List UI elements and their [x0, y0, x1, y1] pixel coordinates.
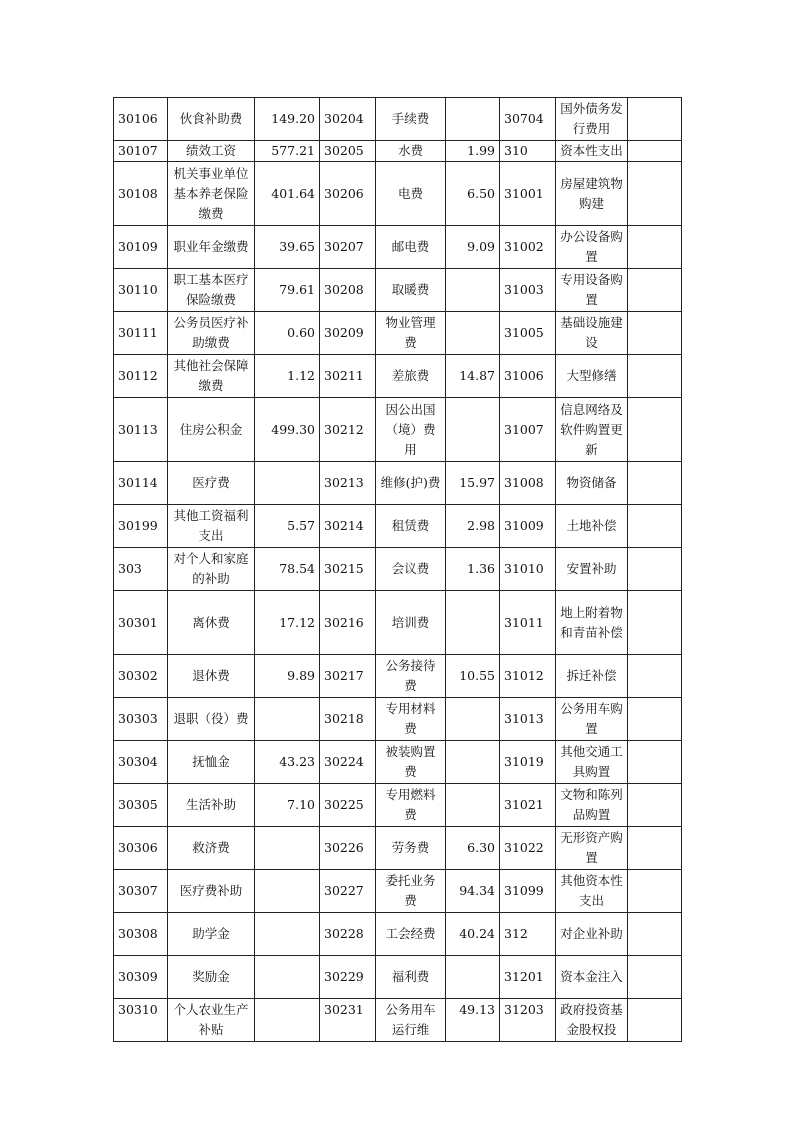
item-code-cell: 30704: [500, 98, 556, 141]
item-name-cell: 差旅费: [376, 355, 446, 398]
item-name-cell: 对个人和家庭的补助: [168, 548, 255, 591]
table-row: [114, 870, 682, 913]
item-amount-cell: 6.30: [446, 827, 500, 870]
item-amount-cell: 17.12: [255, 591, 320, 655]
item-amount-cell: 15.97: [446, 462, 500, 505]
item-code-cell: 31099: [500, 870, 556, 913]
item-code-cell: 30215: [320, 548, 376, 591]
table-row: [114, 141, 682, 162]
item-code-cell: 31021: [500, 784, 556, 827]
item-amount-cell: [446, 398, 500, 462]
item-code-cell: 30228: [320, 913, 376, 956]
expenditure-table: [113, 97, 682, 1042]
item-name-cell: 租赁费: [376, 505, 446, 548]
item-code-cell: 31013: [500, 698, 556, 741]
item-amount-cell: [628, 98, 682, 141]
item-code-cell: 30107: [114, 141, 168, 162]
item-name-cell: 抚恤金: [168, 741, 255, 784]
item-code-cell: 30218: [320, 698, 376, 741]
item-amount-cell: [446, 784, 500, 827]
item-amount-cell: [628, 355, 682, 398]
table-row: [114, 698, 682, 741]
item-name-cell: 离休费: [168, 591, 255, 655]
item-code-cell: 30209: [320, 312, 376, 355]
item-name-cell: 大型修缮: [556, 355, 628, 398]
item-amount-cell: [255, 462, 320, 505]
item-name-cell: 文物和陈列品购置: [556, 784, 628, 827]
item-amount-cell: [255, 956, 320, 999]
item-amount-cell: 401.64: [255, 162, 320, 226]
item-code-cell: 30227: [320, 870, 376, 913]
item-amount-cell: [255, 999, 320, 1042]
item-amount-cell: 78.54: [255, 548, 320, 591]
item-code-cell: 31203: [500, 999, 556, 1042]
item-code-cell: 30229: [320, 956, 376, 999]
table-row: [114, 162, 682, 226]
item-amount-cell: [446, 741, 500, 784]
item-amount-cell: [628, 870, 682, 913]
item-amount-cell: [628, 913, 682, 956]
item-name-cell: 会议费: [376, 548, 446, 591]
item-amount-cell: 10.55: [446, 655, 500, 698]
item-amount-cell: [628, 141, 682, 162]
item-code-cell: 30199: [114, 505, 168, 548]
item-name-cell: 伙食补助费: [168, 98, 255, 141]
item-code-cell: 30213: [320, 462, 376, 505]
item-amount-cell: [446, 698, 500, 741]
item-name-cell: 物资储备: [556, 462, 628, 505]
item-code-cell: 30303: [114, 698, 168, 741]
item-amount-cell: [446, 98, 500, 141]
item-name-cell: 地上附着物和青苗补偿: [556, 591, 628, 655]
table-row: [114, 548, 682, 591]
item-amount-cell: 9.89: [255, 655, 320, 698]
table-row: [114, 784, 682, 827]
item-code-cell: 31003: [500, 269, 556, 312]
item-name-cell: 公务用车运行维: [376, 999, 446, 1042]
item-name-cell: 工会经费: [376, 913, 446, 956]
item-amount-cell: [255, 827, 320, 870]
item-code-cell: 30205: [320, 141, 376, 162]
item-code-cell: 31012: [500, 655, 556, 698]
item-amount-cell: 79.61: [255, 269, 320, 312]
item-name-cell: 医疗费: [168, 462, 255, 505]
item-code-cell: 30109: [114, 226, 168, 269]
item-name-cell: 土地补偿: [556, 505, 628, 548]
item-code-cell: 30211: [320, 355, 376, 398]
table-row: [114, 312, 682, 355]
table-row: [114, 913, 682, 956]
item-amount-cell: [628, 312, 682, 355]
item-code-cell: 30216: [320, 591, 376, 655]
item-amount-cell: 2.98: [446, 505, 500, 548]
item-amount-cell: 14.87: [446, 355, 500, 398]
item-amount-cell: 9.09: [446, 226, 500, 269]
item-code-cell: 312: [500, 913, 556, 956]
item-code-cell: 30231: [320, 999, 376, 1042]
item-code-cell: 31019: [500, 741, 556, 784]
table-row: [114, 269, 682, 312]
item-code-cell: 31007: [500, 398, 556, 462]
item-code-cell: 30208: [320, 269, 376, 312]
item-amount-cell: [628, 827, 682, 870]
item-amount-cell: 7.10: [255, 784, 320, 827]
item-code-cell: 30307: [114, 870, 168, 913]
item-name-cell: 因公出国（境）费用: [376, 398, 446, 462]
item-name-cell: 助学金: [168, 913, 255, 956]
item-code-cell: 30207: [320, 226, 376, 269]
item-code-cell: 31010: [500, 548, 556, 591]
item-amount-cell: [628, 548, 682, 591]
item-name-cell: 住房公积金: [168, 398, 255, 462]
item-amount-cell: [628, 591, 682, 655]
item-name-cell: 水费: [376, 141, 446, 162]
table-row: [114, 355, 682, 398]
item-name-cell: 其他工资福利支出: [168, 505, 255, 548]
table-row: [114, 999, 682, 1042]
item-name-cell: 资本金注入: [556, 956, 628, 999]
item-code-cell: 31201: [500, 956, 556, 999]
item-amount-cell: [628, 655, 682, 698]
item-amount-cell: [628, 784, 682, 827]
item-code-cell: 30225: [320, 784, 376, 827]
item-code-cell: 30214: [320, 505, 376, 548]
item-amount-cell: [628, 741, 682, 784]
item-code-cell: 30113: [114, 398, 168, 462]
item-name-cell: 机关事业单位基本养老保险缴费: [168, 162, 255, 226]
item-name-cell: 维修(护)费: [376, 462, 446, 505]
item-code-cell: 30110: [114, 269, 168, 312]
item-name-cell: 奖励金: [168, 956, 255, 999]
table-row: [114, 741, 682, 784]
item-amount-cell: 0.60: [255, 312, 320, 355]
item-code-cell: 31001: [500, 162, 556, 226]
item-amount-cell: [628, 398, 682, 462]
item-code-cell: 30308: [114, 913, 168, 956]
item-code-cell: 30301: [114, 591, 168, 655]
item-code-cell: 303: [114, 548, 168, 591]
item-code-cell: 31006: [500, 355, 556, 398]
item-amount-cell: 5.57: [255, 505, 320, 548]
item-name-cell: 物业管理费: [376, 312, 446, 355]
item-amount-cell: 6.50: [446, 162, 500, 226]
table-row: [114, 591, 682, 655]
item-code-cell: 30226: [320, 827, 376, 870]
item-name-cell: 对企业补助: [556, 913, 628, 956]
item-name-cell: 个人农业生产补贴: [168, 999, 255, 1042]
item-code-cell: 30309: [114, 956, 168, 999]
item-code-cell: 30114: [114, 462, 168, 505]
item-code-cell: 30206: [320, 162, 376, 226]
item-code-cell: 31022: [500, 827, 556, 870]
item-name-cell: 无形资产购置: [556, 827, 628, 870]
item-amount-cell: [628, 956, 682, 999]
item-amount-cell: 499.30: [255, 398, 320, 462]
item-amount-cell: [446, 956, 500, 999]
item-name-cell: 专用设备购置: [556, 269, 628, 312]
table-row: [114, 655, 682, 698]
item-amount-cell: 577.21: [255, 141, 320, 162]
item-code-cell: 30306: [114, 827, 168, 870]
item-code-cell: 30204: [320, 98, 376, 141]
item-amount-cell: [628, 162, 682, 226]
item-amount-cell: [446, 591, 500, 655]
item-amount-cell: 49.13: [446, 999, 500, 1042]
item-amount-cell: [446, 269, 500, 312]
item-amount-cell: 149.20: [255, 98, 320, 141]
item-name-cell: 退休费: [168, 655, 255, 698]
item-name-cell: 职工基本医疗保险缴费: [168, 269, 255, 312]
item-name-cell: 其他社会保障缴费: [168, 355, 255, 398]
item-name-cell: 退职（役）费: [168, 698, 255, 741]
item-name-cell: 公务用车购置: [556, 698, 628, 741]
item-code-cell: 30112: [114, 355, 168, 398]
item-amount-cell: [628, 505, 682, 548]
item-name-cell: 拆迁补偿: [556, 655, 628, 698]
item-code-cell: 30304: [114, 741, 168, 784]
item-code-cell: 30302: [114, 655, 168, 698]
item-amount-cell: [628, 269, 682, 312]
item-name-cell: 救济费: [168, 827, 255, 870]
item-code-cell: 31009: [500, 505, 556, 548]
item-code-cell: 30106: [114, 98, 168, 141]
item-name-cell: 邮电费: [376, 226, 446, 269]
item-code-cell: 31011: [500, 591, 556, 655]
item-amount-cell: 94.34: [446, 870, 500, 913]
table-row: [114, 827, 682, 870]
item-code-cell: 30310: [114, 999, 168, 1042]
item-code-cell: 310: [500, 141, 556, 162]
item-code-cell: 30305: [114, 784, 168, 827]
item-name-cell: 手续费: [376, 98, 446, 141]
item-name-cell: 职业年金缴费: [168, 226, 255, 269]
item-name-cell: 政府投资基金股权投: [556, 999, 628, 1042]
item-name-cell: 专用材料费: [376, 698, 446, 741]
item-name-cell: 福利费: [376, 956, 446, 999]
item-amount-cell: [628, 999, 682, 1042]
item-code-cell: 31002: [500, 226, 556, 269]
item-amount-cell: 43.23: [255, 741, 320, 784]
table-row: [114, 956, 682, 999]
table-row: [114, 505, 682, 548]
item-name-cell: 专用燃料费: [376, 784, 446, 827]
item-amount-cell: 1.99: [446, 141, 500, 162]
table-body: [114, 98, 682, 1042]
item-amount-cell: [255, 870, 320, 913]
item-name-cell: 房屋建筑物购建: [556, 162, 628, 226]
item-name-cell: 安置补助: [556, 548, 628, 591]
item-code-cell: 30212: [320, 398, 376, 462]
item-name-cell: 电费: [376, 162, 446, 226]
item-name-cell: 其他资本性支出: [556, 870, 628, 913]
table-row: [114, 226, 682, 269]
item-code-cell: 30224: [320, 741, 376, 784]
item-name-cell: 其他交通工具购置: [556, 741, 628, 784]
item-amount-cell: 39.65: [255, 226, 320, 269]
table-row: [114, 398, 682, 462]
item-name-cell: 资本性支出: [556, 141, 628, 162]
item-amount-cell: [255, 698, 320, 741]
item-code-cell: 31008: [500, 462, 556, 505]
item-amount-cell: 40.24: [446, 913, 500, 956]
item-code-cell: 31005: [500, 312, 556, 355]
item-name-cell: 委托业务费: [376, 870, 446, 913]
item-name-cell: 基础设施建设: [556, 312, 628, 355]
item-name-cell: 绩效工资: [168, 141, 255, 162]
item-amount-cell: [628, 226, 682, 269]
table-row: [114, 462, 682, 505]
item-code-cell: 30111: [114, 312, 168, 355]
item-amount-cell: 1.12: [255, 355, 320, 398]
item-name-cell: 劳务费: [376, 827, 446, 870]
item-amount-cell: 1.36: [446, 548, 500, 591]
item-code-cell: 30108: [114, 162, 168, 226]
item-name-cell: 培训费: [376, 591, 446, 655]
item-name-cell: 生活补助: [168, 784, 255, 827]
item-amount-cell: [628, 462, 682, 505]
item-name-cell: 信息网络及软件购置更新: [556, 398, 628, 462]
item-name-cell: 医疗费补助: [168, 870, 255, 913]
table-row: [114, 98, 682, 141]
item-name-cell: 公务员医疗补助缴费: [168, 312, 255, 355]
item-name-cell: 公务接待费: [376, 655, 446, 698]
item-code-cell: 30217: [320, 655, 376, 698]
item-name-cell: 办公设备购置: [556, 226, 628, 269]
item-name-cell: 被装购置费: [376, 741, 446, 784]
item-name-cell: 取暖费: [376, 269, 446, 312]
item-amount-cell: [446, 312, 500, 355]
item-amount-cell: [255, 913, 320, 956]
item-name-cell: 国外债务发行费用: [556, 98, 628, 141]
item-amount-cell: [628, 698, 682, 741]
